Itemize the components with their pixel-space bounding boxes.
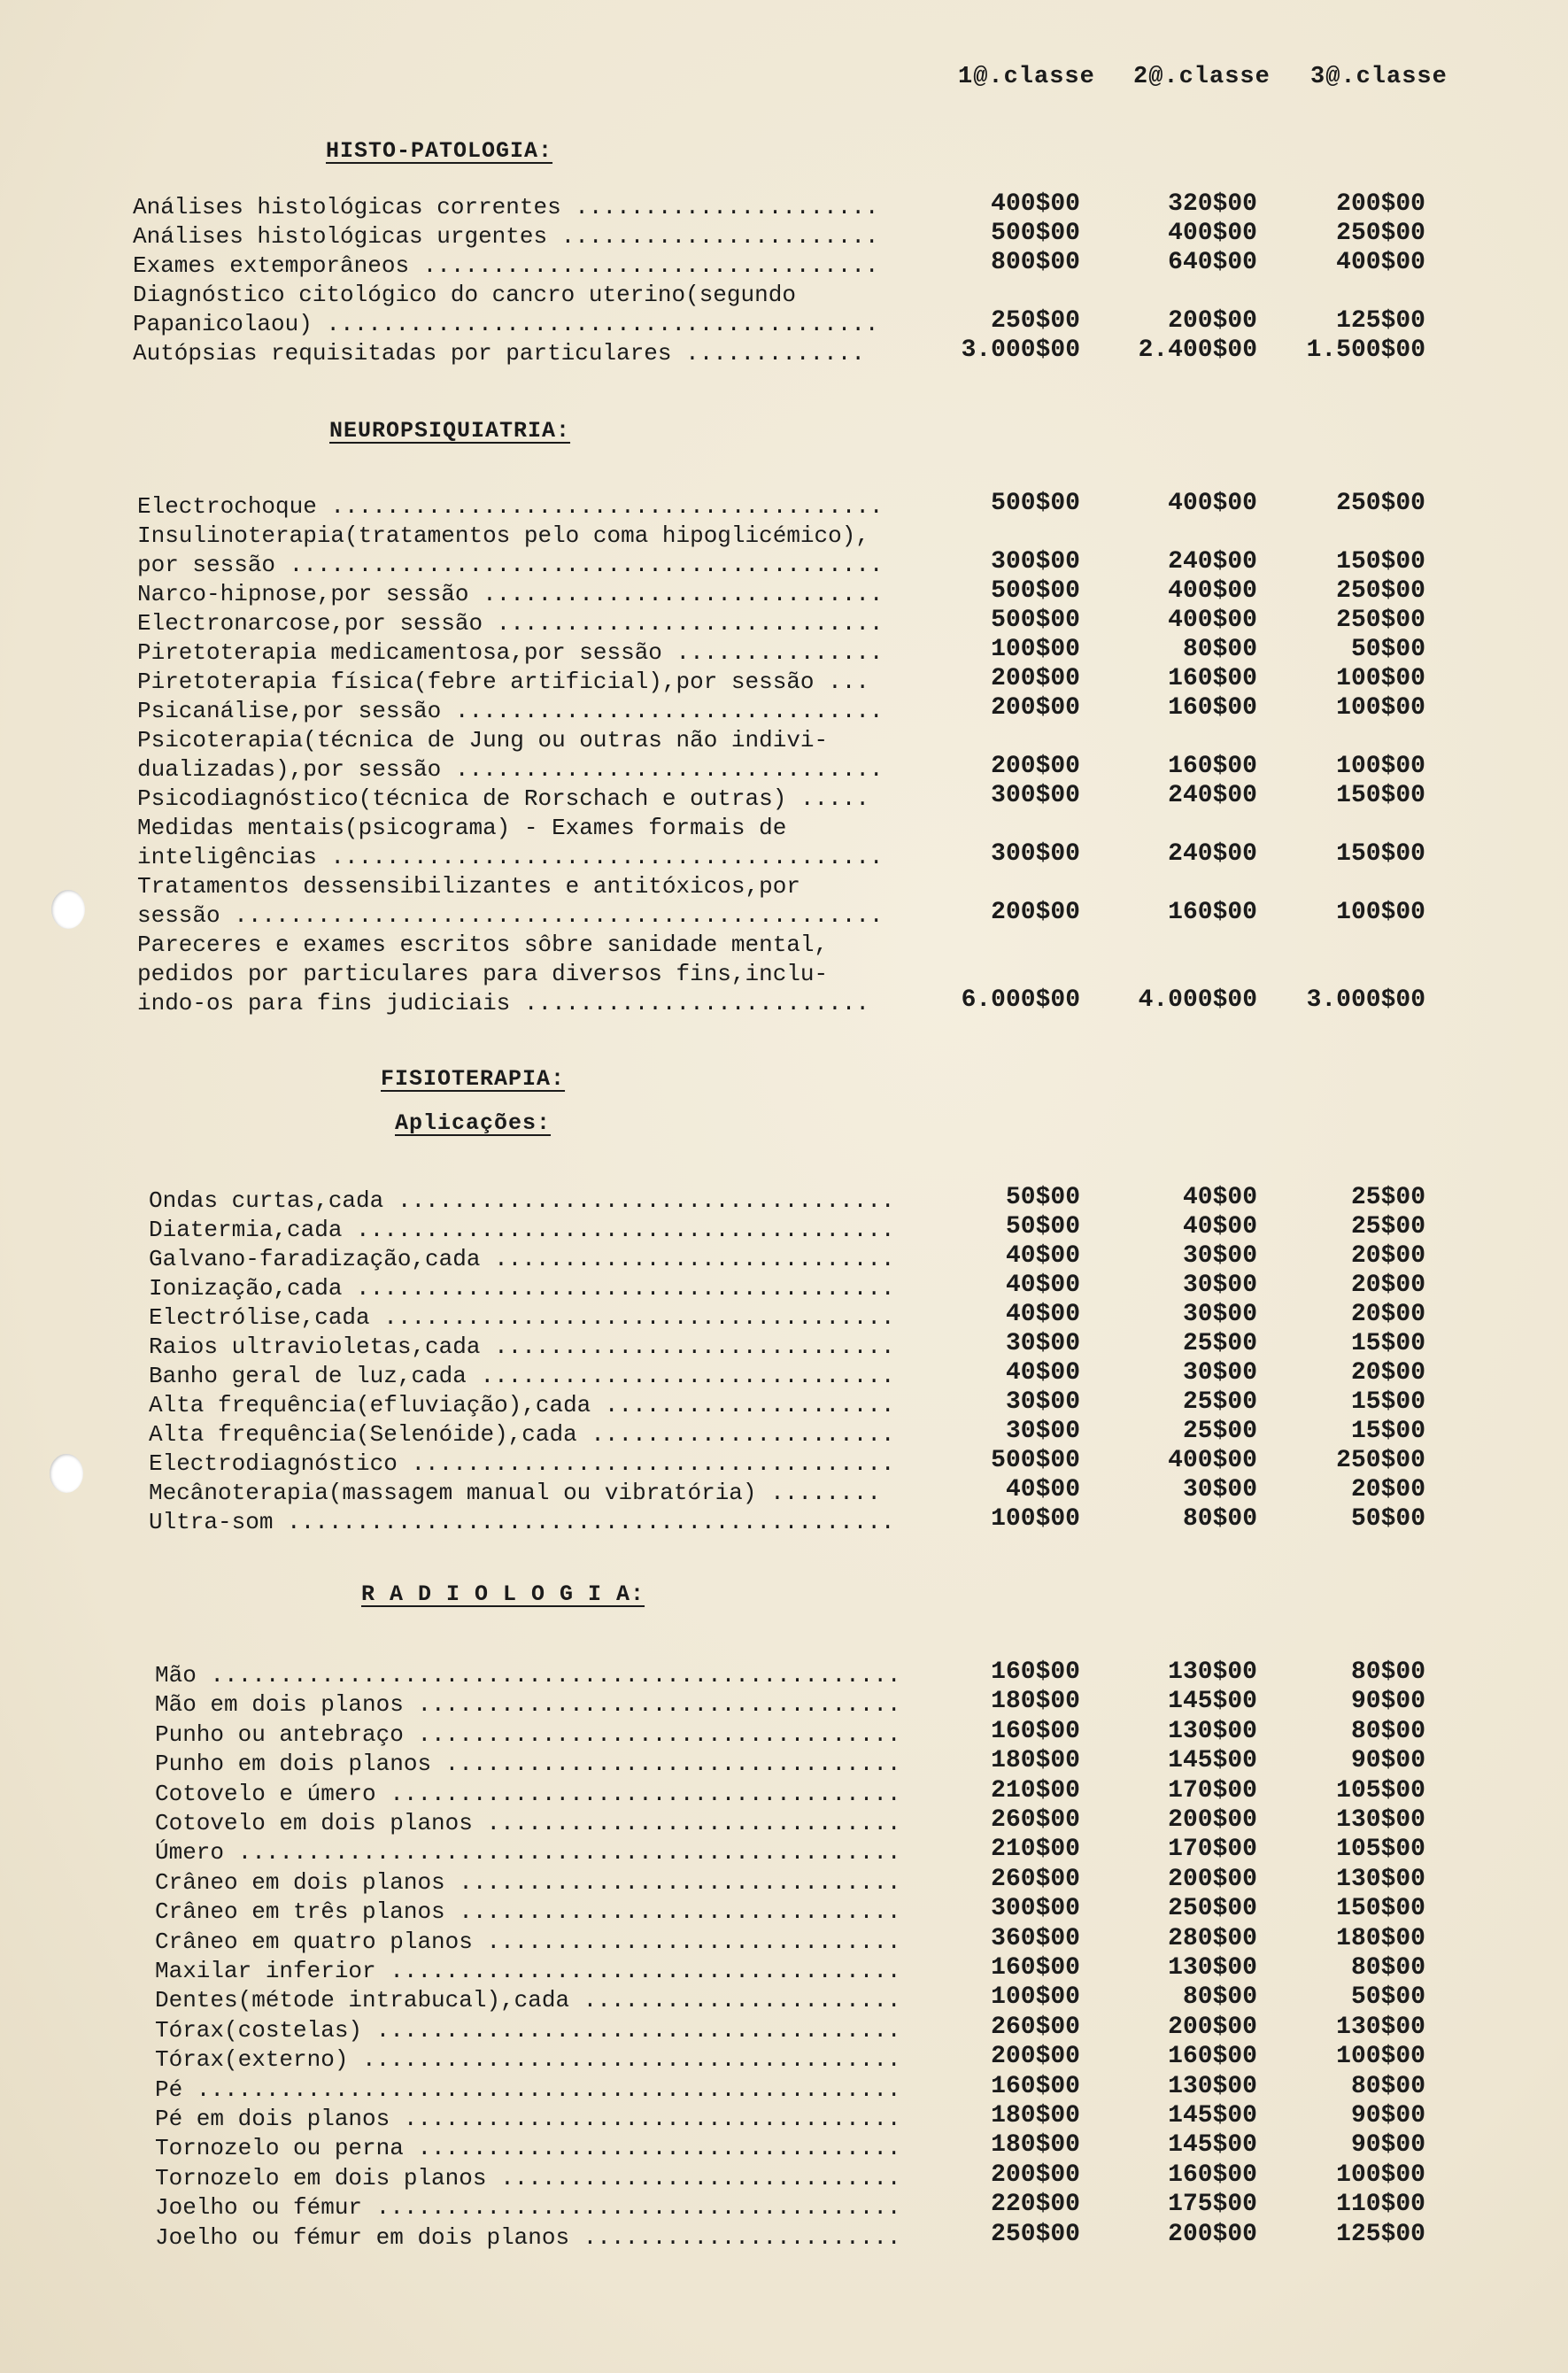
service-label: Psicodiagnóstico(técnica de Rorschach e outras) ..... — [137, 785, 869, 812]
price-class-3: 15$00 — [1350, 1330, 1425, 1357]
service-label: Electronarcose,por sessão ............................ — [137, 610, 884, 637]
price-class-3: 100$00 — [1336, 665, 1425, 692]
price-class-2: 25$00 — [1182, 1330, 1257, 1357]
price-class-2: 160$00 — [1168, 665, 1257, 692]
price-class-3: 25$00 — [1350, 1213, 1425, 1241]
price-class-2: 130$00 — [1168, 2072, 1257, 2100]
service-label: Medidas mentais(psicograma) - Exames formais de — [137, 815, 787, 841]
price-class-2: 145$00 — [1168, 2131, 1257, 2160]
price-class-2: 145$00 — [1168, 1747, 1257, 1775]
price-class-3: 150$00 — [1336, 782, 1425, 809]
service-label: Ultra-som ............................................ — [149, 1509, 895, 1535]
price-class-1: 6.000$00 — [961, 986, 1080, 1014]
price-class-3: 80$00 — [1350, 2072, 1425, 2100]
service-label: Autópsias requisitadas por particulares ............. — [133, 340, 865, 367]
price-class-1: 260$00 — [991, 2013, 1080, 2041]
price-class-3: 80$00 — [1350, 1658, 1425, 1686]
price-class-2: 400$00 — [1168, 220, 1257, 247]
service-label: Joelho ou fémur ...................................... — [155, 2194, 901, 2222]
price-class-1: 100$00 — [991, 1983, 1080, 2012]
price-class-3: 125$00 — [1336, 307, 1425, 335]
price-class-3: 90$00 — [1350, 2131, 1425, 2160]
service-label: Alta frequência(efluviação),cada ..................... — [149, 1392, 895, 1418]
price-class-1: 100$00 — [991, 636, 1080, 663]
price-class-3: 3.000$00 — [1306, 986, 1425, 1014]
price-class-3: 50$00 — [1350, 636, 1425, 663]
price-class-1: 260$00 — [991, 1865, 1080, 1893]
column-header-2nd-class: 2@.classe — [1133, 64, 1271, 90]
punch-hole — [51, 890, 85, 929]
price-class-2: 400$00 — [1168, 1447, 1257, 1474]
price-class-2: 160$00 — [1168, 694, 1257, 722]
price-class-1: 360$00 — [991, 1924, 1080, 1952]
service-label: por sessão ........................................... — [137, 552, 884, 578]
price-class-1: 500$00 — [991, 607, 1080, 634]
service-label: Joelho ou fémur em dois planos ....................... — [155, 2223, 901, 2251]
price-class-3: 20$00 — [1350, 1301, 1425, 1328]
price-class-3: 80$00 — [1350, 1717, 1425, 1745]
price-class-1: 200$00 — [991, 665, 1080, 692]
price-class-2: 80$00 — [1182, 636, 1257, 663]
price-class-3: 1.500$00 — [1306, 336, 1425, 364]
price-class-3: 100$00 — [1336, 2043, 1425, 2071]
price-class-1: 3.000$00 — [961, 336, 1080, 364]
price-class-3: 150$00 — [1336, 840, 1425, 868]
service-label: Tornozelo em dois planos ............................. — [155, 2164, 901, 2191]
service-label: Psicoterapia(técnica de Jung ou outras não indivi- — [137, 727, 829, 754]
service-label: Pé em dois planos .................................... — [155, 2106, 901, 2132]
section-title-neuropsiquiatria: NEUROPSIQUIATRIA: — [329, 418, 571, 444]
price-class-3: 130$00 — [1336, 1865, 1425, 1893]
service-label: Punho ou antebraço ................................... — [155, 1720, 901, 1748]
price-class-3: 20$00 — [1350, 1272, 1425, 1299]
price-class-3: 250$00 — [1336, 490, 1425, 517]
price-class-3: 100$00 — [1336, 899, 1425, 926]
price-class-1: 200$00 — [991, 753, 1080, 780]
price-class-2: 40$00 — [1182, 1213, 1257, 1241]
price-class-3: 20$00 — [1350, 1476, 1425, 1503]
price-class-3: 80$00 — [1350, 1954, 1425, 1982]
price-class-3: 250$00 — [1336, 1447, 1425, 1474]
price-class-1: 180$00 — [991, 2131, 1080, 2160]
price-class-2: 200$00 — [1168, 1806, 1257, 1834]
service-label: indo-os para fins judiciais ......................... — [137, 990, 869, 1016]
price-class-1: 40$00 — [1005, 1272, 1080, 1299]
service-label: Análises histológicas urgentes ....................... — [133, 223, 879, 250]
price-class-1: 30$00 — [1005, 1418, 1080, 1445]
price-class-3: 90$00 — [1350, 1688, 1425, 1716]
price-class-2: 145$00 — [1168, 1688, 1257, 1716]
price-class-1: 500$00 — [991, 220, 1080, 247]
service-label: Cotovelo em dois planos .............................. — [155, 1810, 901, 1836]
service-label: Banho geral de luz,cada .............................. — [149, 1363, 895, 1389]
price-class-2: 200$00 — [1168, 307, 1257, 335]
price-class-2: 4.000$00 — [1138, 986, 1257, 1014]
price-class-1: 400$00 — [991, 190, 1080, 218]
price-class-1: 160$00 — [991, 2072, 1080, 2100]
price-class-2: 200$00 — [1168, 2220, 1257, 2248]
price-class-1: 180$00 — [991, 1688, 1080, 1716]
price-class-2: 200$00 — [1168, 1865, 1257, 1893]
section-subtitle-aplicacoes: Aplicações: — [395, 1110, 552, 1136]
price-class-3: 150$00 — [1336, 548, 1425, 576]
price-class-2: 30$00 — [1182, 1272, 1257, 1299]
price-class-2: 130$00 — [1168, 1954, 1257, 1982]
service-label: Pé ................................................... — [155, 2075, 901, 2103]
price-class-1: 160$00 — [991, 1954, 1080, 1982]
price-class-1: 210$00 — [991, 1776, 1080, 1805]
service-label: Diatermia,cada ....................................... — [149, 1217, 895, 1243]
price-class-3: 250$00 — [1336, 220, 1425, 247]
service-label: Exames extemporâneos ................................. — [133, 252, 879, 279]
price-class-2: 25$00 — [1182, 1418, 1257, 1445]
service-label: Tórax(externo) ....................................... — [155, 2046, 901, 2074]
price-class-2: 25$00 — [1182, 1388, 1257, 1416]
service-label: Electrodiagnóstico ................................... — [149, 1450, 895, 1477]
price-class-1: 250$00 — [991, 2220, 1080, 2248]
price-class-1: 200$00 — [991, 2043, 1080, 2071]
price-class-3: 15$00 — [1350, 1388, 1425, 1416]
price-class-3: 15$00 — [1350, 1418, 1425, 1445]
price-class-2: 320$00 — [1168, 190, 1257, 218]
price-class-2: 160$00 — [1168, 2160, 1257, 2189]
service-label: Ionização,cada ....................................... — [149, 1275, 895, 1302]
price-class-2: 640$00 — [1168, 249, 1257, 276]
price-class-1: 40$00 — [1005, 1359, 1080, 1387]
service-label: Crâneo em dois planos ................................ — [155, 1868, 901, 1896]
column-header-1st-class: 1@.classe — [958, 64, 1095, 90]
price-class-2: 30$00 — [1182, 1476, 1257, 1503]
price-class-3: 90$00 — [1350, 2102, 1425, 2130]
price-class-2: 280$00 — [1168, 1924, 1257, 1952]
service-label: Narco-hipnose,por sessão ............................. — [137, 581, 884, 607]
service-label: sessão ............................................... — [137, 902, 884, 929]
price-class-2: 175$00 — [1168, 2191, 1257, 2219]
service-label: Electrólise,cada ..................................... — [149, 1304, 895, 1331]
price-class-3: 400$00 — [1336, 249, 1425, 276]
price-class-2: 250$00 — [1168, 1895, 1257, 1923]
price-class-3: 180$00 — [1336, 1924, 1425, 1952]
price-class-1: 250$00 — [991, 307, 1080, 335]
price-class-1: 300$00 — [991, 840, 1080, 868]
price-class-1: 40$00 — [1005, 1301, 1080, 1328]
price-class-1: 30$00 — [1005, 1330, 1080, 1357]
price-class-1: 300$00 — [991, 782, 1080, 809]
price-class-1: 40$00 — [1005, 1242, 1080, 1270]
service-label: Alta frequência(Selenóide),cada ...................... — [149, 1421, 895, 1448]
service-label: Electrochoque ........................................ — [137, 493, 884, 520]
price-class-2: 400$00 — [1168, 490, 1257, 517]
price-class-2: 170$00 — [1168, 1776, 1257, 1805]
price-class-1: 180$00 — [991, 2102, 1080, 2130]
price-class-3: 105$00 — [1336, 1836, 1425, 1864]
service-label: Dentes(métode intrabucal),cada ....................... — [155, 1987, 901, 2014]
price-class-2: 160$00 — [1168, 753, 1257, 780]
service-label: Raios ultravioletas,cada ............................. — [149, 1333, 895, 1360]
price-class-3: 20$00 — [1350, 1359, 1425, 1387]
service-label: Tórax(costelas) ...................................... — [155, 2016, 901, 2044]
service-label: inteligências ........................................ — [137, 844, 884, 870]
price-class-2: 80$00 — [1182, 1505, 1257, 1533]
service-label: Punho em dois planos ................................. — [155, 1751, 901, 1778]
service-label: Mão em dois planos ................................... — [155, 1691, 901, 1719]
price-class-2: 30$00 — [1182, 1301, 1257, 1328]
price-class-3: 25$00 — [1350, 1184, 1425, 1211]
price-class-1: 50$00 — [1005, 1213, 1080, 1241]
price-class-3: 250$00 — [1336, 577, 1425, 605]
price-class-1: 300$00 — [991, 1895, 1080, 1923]
price-class-3: 110$00 — [1336, 2191, 1425, 2219]
service-label: Psicanálise,por sessão ............................... — [137, 698, 884, 724]
service-label: Papanicolaou) ........................................ — [133, 311, 879, 337]
price-class-1: 500$00 — [991, 1447, 1080, 1474]
section-title-fisioterapia: FISIOTERAPIA: — [381, 1066, 566, 1092]
service-label: Tornozelo ou perna ................................... — [155, 2135, 901, 2162]
price-class-1: 210$00 — [991, 1836, 1080, 1864]
service-label: Crâneo em três planos ................................ — [155, 1898, 901, 1926]
service-label: Mão .................................................. — [155, 1662, 901, 1689]
price-class-2: 80$00 — [1182, 1983, 1257, 2012]
price-class-2: 240$00 — [1168, 840, 1257, 868]
price-class-2: 400$00 — [1168, 607, 1257, 634]
price-class-3: 125$00 — [1336, 2220, 1425, 2248]
price-class-3: 200$00 — [1336, 190, 1425, 218]
price-class-3: 130$00 — [1336, 2013, 1425, 2041]
price-class-1: 100$00 — [991, 1505, 1080, 1533]
price-class-1: 200$00 — [991, 2160, 1080, 2189]
service-label: Mecânoterapia(massagem manual ou vibratória) ........ — [149, 1480, 881, 1506]
price-class-3: 50$00 — [1350, 1505, 1425, 1533]
price-class-3: 90$00 — [1350, 1747, 1425, 1775]
price-class-3: 20$00 — [1350, 1242, 1425, 1270]
price-class-3: 150$00 — [1336, 1895, 1425, 1923]
punch-hole — [50, 1454, 83, 1493]
price-class-2: 240$00 — [1168, 548, 1257, 576]
price-class-1: 300$00 — [991, 548, 1080, 576]
price-class-1: 200$00 — [991, 694, 1080, 722]
price-class-1: 40$00 — [1005, 1476, 1080, 1503]
price-class-2: 160$00 — [1168, 899, 1257, 926]
price-class-1: 160$00 — [991, 1717, 1080, 1745]
price-class-2: 130$00 — [1168, 1717, 1257, 1745]
service-label: Cotovelo e úmero ..................................... — [155, 1780, 901, 1807]
price-class-1: 180$00 — [991, 1747, 1080, 1775]
service-label: Galvano-faradização,cada ............................. — [149, 1246, 895, 1272]
price-class-2: 145$00 — [1168, 2102, 1257, 2130]
price-class-1: 50$00 — [1005, 1184, 1080, 1211]
price-class-3: 100$00 — [1336, 2160, 1425, 2189]
price-class-1: 500$00 — [991, 577, 1080, 605]
price-class-1: 500$00 — [991, 490, 1080, 517]
price-class-2: 160$00 — [1168, 2043, 1257, 2071]
column-header-3rd-class: 3@.classe — [1310, 64, 1448, 90]
price-class-2: 30$00 — [1182, 1242, 1257, 1270]
section-title-radiologia: R A D I O L O G I A: — [361, 1581, 645, 1607]
price-class-3: 50$00 — [1350, 1983, 1425, 2012]
service-label: Insulinoterapia(tratamentos pelo coma hipoglicémico), — [137, 522, 869, 549]
price-class-2: 40$00 — [1182, 1184, 1257, 1211]
service-label: Úmero ................................................ — [155, 1839, 901, 1867]
price-class-1: 200$00 — [991, 899, 1080, 926]
price-class-3: 130$00 — [1336, 1806, 1425, 1834]
service-label: Piretoterapia medicamentosa,por sessão ............... — [137, 639, 884, 666]
service-label: pedidos por particulares para diversos fins,inclu- — [137, 961, 829, 987]
service-label: dualizadas),por sessão ............................... — [137, 756, 884, 783]
price-class-1: 220$00 — [991, 2191, 1080, 2219]
section-title-histopatologia: HISTO-PATOLOGIA: — [326, 138, 553, 164]
price-class-3: 250$00 — [1336, 607, 1425, 634]
price-class-2: 2.400$00 — [1138, 336, 1257, 364]
price-class-2: 30$00 — [1182, 1359, 1257, 1387]
price-class-3: 105$00 — [1336, 1776, 1425, 1805]
service-label: Ondas curtas,cada .................................... — [149, 1187, 895, 1214]
price-class-3: 100$00 — [1336, 694, 1425, 722]
price-class-3: 100$00 — [1336, 753, 1425, 780]
price-class-1: 30$00 — [1005, 1388, 1080, 1416]
service-label: Maxilar inferior ..................................... — [155, 1958, 901, 1984]
service-label: Tratamentos dessensibilizantes e antitóxicos,por — [137, 873, 800, 900]
service-label: Pareceres e exames escritos sôbre sanidade mental, — [137, 931, 829, 958]
service-label: Crâneo em quatro planos .............................. — [155, 1928, 901, 1955]
price-class-1: 800$00 — [991, 249, 1080, 276]
price-class-2: 400$00 — [1168, 577, 1257, 605]
service-label: Diagnóstico citológico do cancro uterino(segundo — [133, 282, 796, 308]
price-class-2: 200$00 — [1168, 2013, 1257, 2041]
price-class-1: 160$00 — [991, 1658, 1080, 1686]
service-label: Piretoterapia física(febre artificial),por sessão ... — [137, 669, 869, 695]
price-class-2: 240$00 — [1168, 782, 1257, 809]
price-class-2: 130$00 — [1168, 1658, 1257, 1686]
price-class-1: 260$00 — [991, 1806, 1080, 1834]
service-label: Análises histológicas correntes ...................... — [133, 194, 879, 220]
price-class-2: 170$00 — [1168, 1836, 1257, 1864]
